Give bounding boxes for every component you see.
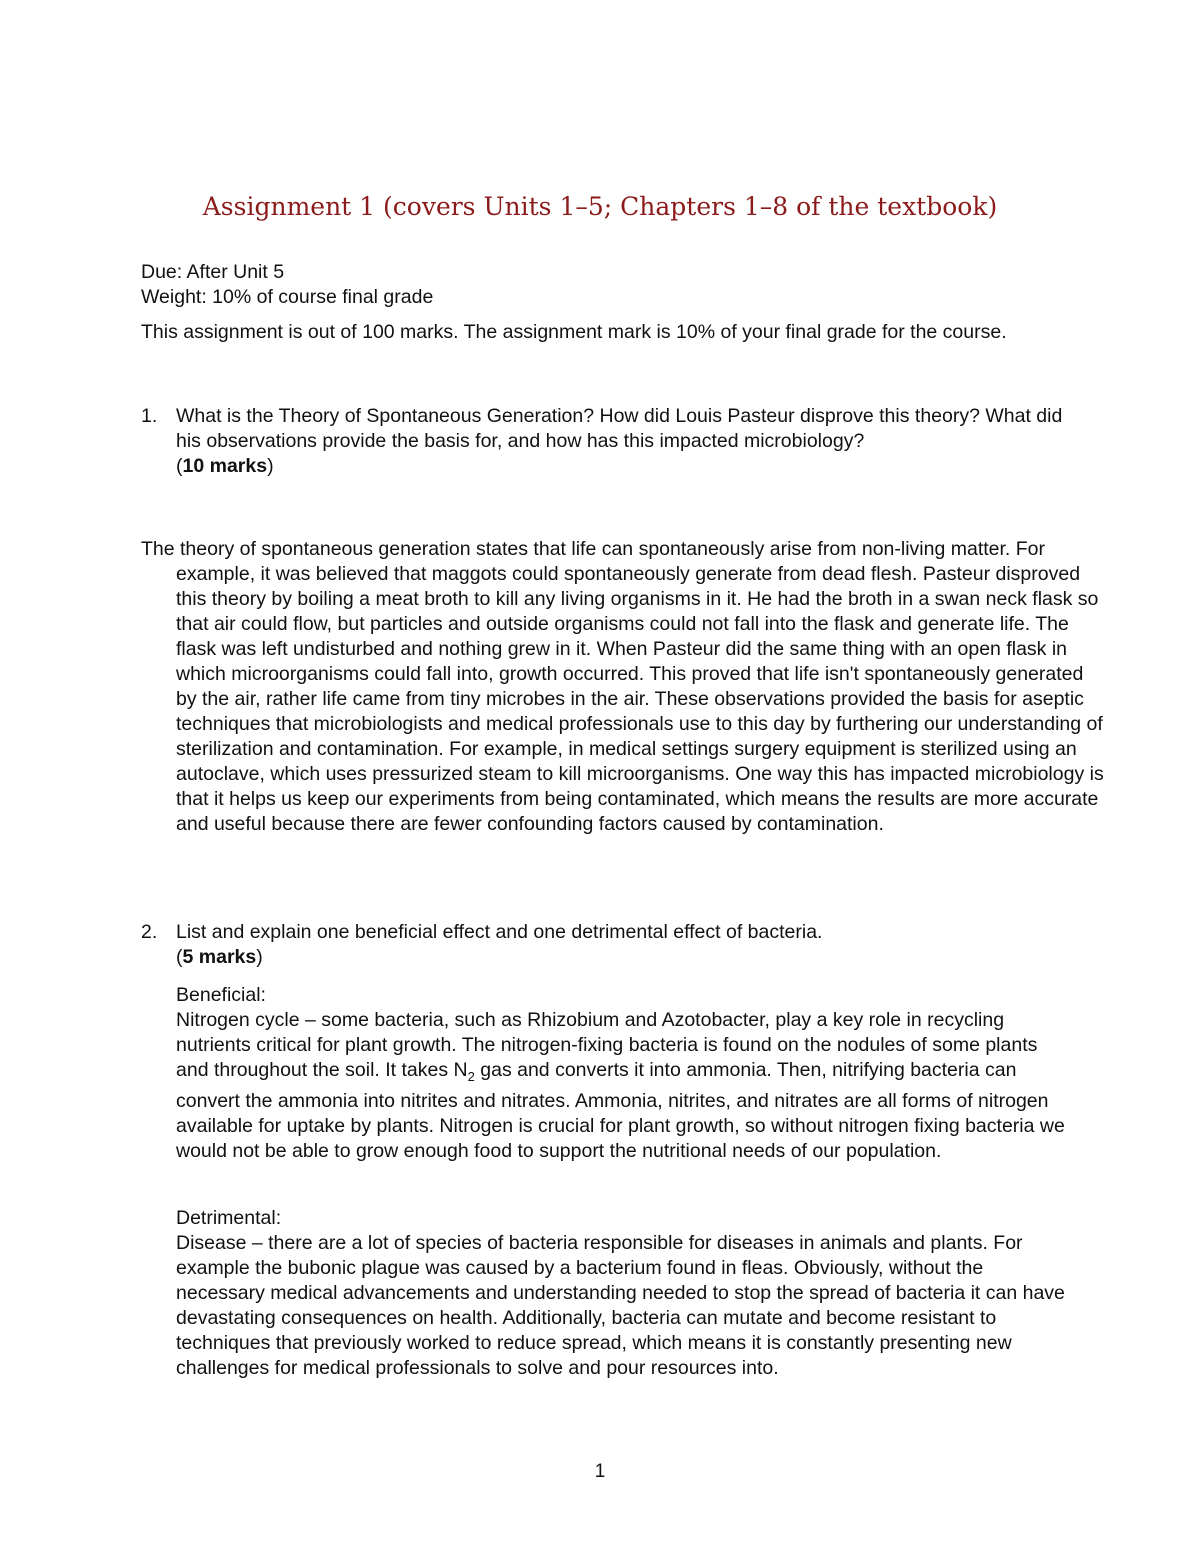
question-1-text: What is the Theory of Spontaneous Generation? How did Louis Pasteur disprove this theory? What did his observations provide the basis for, and how has this impacted microbiology? — [176, 405, 1063, 452]
assignment-title: Assignment 1 (covers Units 1–5; Chapters 1–8 of the textbook) — [202, 192, 998, 221]
assignment-meta — [141, 260, 433, 310]
detrimental-heading: Detrimental: — [176, 1207, 282, 1229]
weight-line: Weight: 10% of course final grade — [141, 286, 434, 308]
detrimental-text: Disease – there are a lot of species of bacteria responsible for diseases in animals and plants. For example the bubonic plague was caused by a bacterium found in fleas. Obviously, without the necessary medical advancements and understanding needed to stop the spread of bacteria it can have devastating consequences on health. Additionally, bacteria can mutate and become resistant to techniques that previously worked to reduce spread, which means it is constantly presenting new challenges for medical professionals to solve and pour resources into. — [176, 1232, 1065, 1379]
question-1-marks: (10 marks) — [176, 455, 274, 477]
due-line: Due: After Unit 5 — [141, 261, 285, 283]
question-1-number: 1. — [141, 405, 158, 427]
question-1 — [141, 404, 1071, 479]
question-2-number: 2. — [141, 921, 158, 943]
page-number: 1 — [594, 1461, 606, 1482]
question-2 — [141, 920, 1071, 970]
answer-1: The theory of spontaneous generation states that life can spontaneously arise from non-living matter. For example, it was believed that maggots could spontaneously generate from dead flesh. Pasteur disproved this theory by boiling a meat broth to kill any living organisms in it. He had the broth in a swan neck flask so that air could flow, but particles and outside organisms could not fall into the flask and generate life. The flask was left undisturbed and nothing grew in it. When Pasteur did the same thing with an open flask in which microorganisms could fall into, growth occurred. This proved that life isn't spontaneously generated by the air, rather life came from tiny microbes in the air. These observations provided the basis for aseptic techniques that microbiologists and medical professionals use to this day by furthering our understanding of sterilization and contamination. For example, in medical settings surgery equipment is sterilized using an autoclave, which uses pressurized steam to kill microorganisms. One way this has impacted microbiology is that it helps us keep our experiments from being contaminated, which means the results are more accurate and useful because there are fewer confounding factors caused by contamination. — [141, 538, 1104, 835]
question-2-marks: (5 marks) — [176, 946, 263, 968]
beneficial-heading: Beneficial: — [176, 984, 266, 1006]
answer-2-detrimental — [176, 1206, 1071, 1381]
answer-2-beneficial — [176, 983, 1071, 1164]
intro-paragraph: This assignment is out of 100 marks. The assignment mark is 10% of your final grade for the course. — [141, 321, 1007, 343]
beneficial-text: Nitrogen cycle – some bacteria, such as Rhizobium and Azotobacter, play a key role in recycling nutrients critical for plant growth. The nitrogen-fixing bacteria is found on the nodules of some plants and throughout the soil. It takes $N_2$ gas and converts it into ammonia. Then, nitrifying bacteria can convert the ammonia into nitrites and nitrates. Ammonia, nitrites, and nitrates are all forms of nitrogen available for uptake by plants. Nitrogen is crucial for plant growth, so without nitrogen fixing bacteria we would not be able to grow enough food to support the nutritional needs of our population. — [176, 1009, 1065, 1162]
question-2-text: List and explain one beneficial effect and one detrimental effect of bacteria. — [176, 921, 823, 943]
